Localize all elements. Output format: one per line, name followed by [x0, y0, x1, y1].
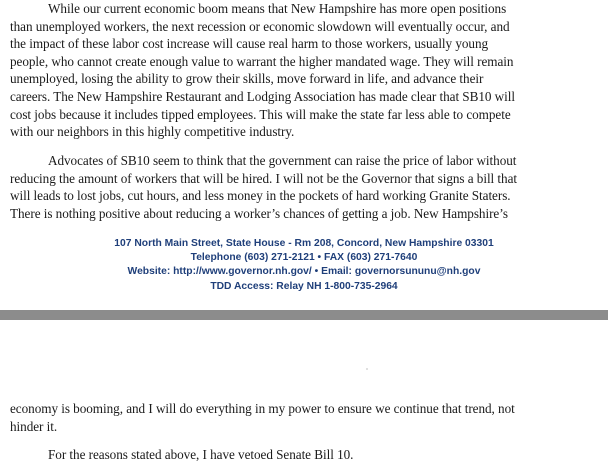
text-line: cost jobs because it includes tipped employees. This will make the state far less able to compete: [10, 106, 511, 122]
text-line: will leads to lost jobs, cut hours, and less money in the pockets of hard working Granite Staters.: [10, 188, 511, 204]
text-line: reducing the amount of workers that will be hired. I will not be the Governor that signs a bill that: [10, 170, 517, 186]
veto-paragraph-conclusion: [10, 446, 602, 464]
footer-address: 107 North Main Street, State House - Rm 208, Concord, New Hampshire 03301: [114, 238, 494, 249]
text-line: Advocates of SB10 seem to think that the government can raise the price of labor without: [48, 153, 517, 168]
text-line: people, who cannot create enough value to warrant the higher mandated wage. They will remain: [10, 53, 514, 69]
scan-speck: [366, 368, 368, 370]
text-line: with our neighbors in this highly competitive industry.: [10, 124, 295, 140]
text-line: hinder it.: [10, 418, 58, 434]
veto-paragraph-continuation: [10, 400, 602, 435]
text-line: economy is booming, and I will do everything in my power to ensure we continue that trend, not: [10, 401, 515, 416]
footer-tdd: TDD Access: Relay NH 1-800-735-2964: [210, 280, 398, 292]
veto-paragraph-economy: [10, 0, 602, 141]
text-line: While our current economic boom means that New Hampshire has more open positions: [48, 1, 507, 16]
footer-phone-fax: Telephone (603) 271-2121 • FAX (603) 271-7640: [190, 252, 418, 264]
page-break-divider: [0, 310, 608, 320]
text-line: unemployed, losing the ability to grow their skills, move forward in life, and advance their: [10, 71, 484, 87]
text-line: the impact of these labor cost increase will cause real harm to those workers, usually young: [10, 36, 489, 52]
text-line: For the reasons stated above, I have vetoed Senate Bill 10.: [48, 447, 354, 462]
text-line: There is nothing positive about reducing a worker’s chances of getting a job. New Hampshire’s: [10, 205, 508, 221]
veto-paragraph-advocates: [10, 152, 602, 222]
letterhead-footer: [0, 237, 608, 294]
footer-web-email: Website: http://www.governor.nh.gov/ • Email: governorsununu@nh.gov: [127, 266, 481, 278]
text-line: careers. The New Hampshire Restaurant and Lodging Association has made clear that SB10 will: [10, 88, 515, 104]
text-line: than unemployed workers, the next recession or economic slowdown will eventually occur, and: [10, 18, 510, 34]
